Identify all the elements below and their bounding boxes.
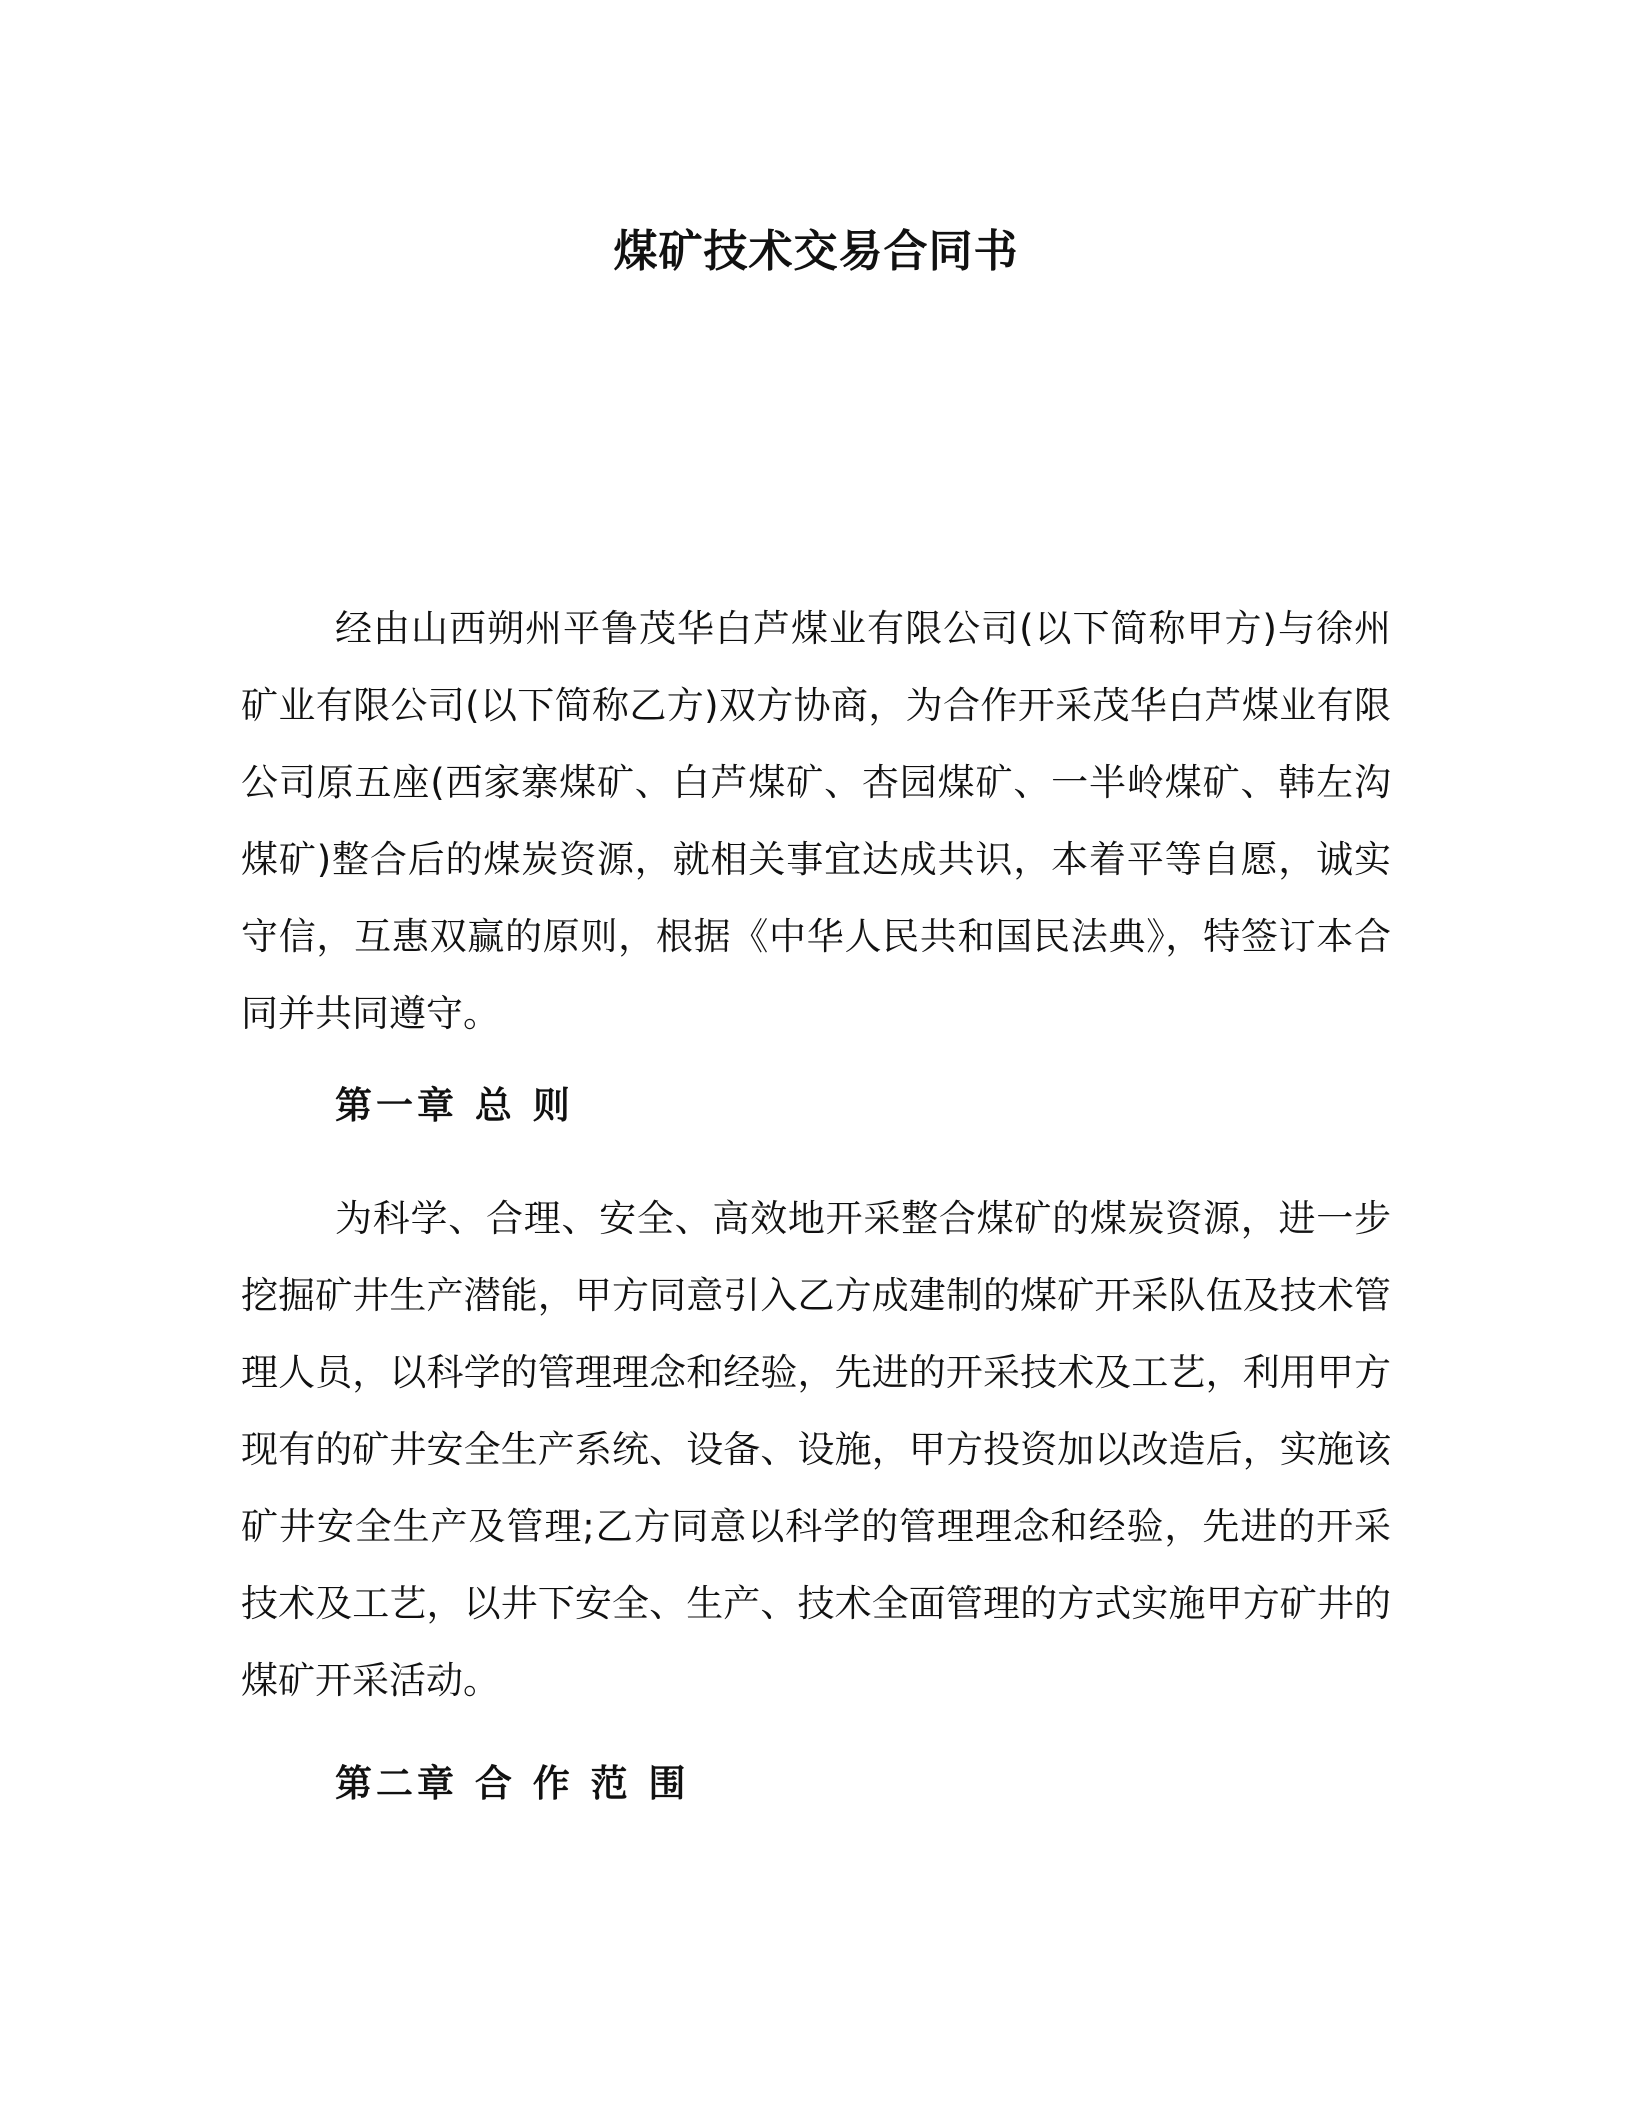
chapter-2-heading: 第二章 合 作 范 围 — [335, 1762, 690, 1805]
preamble-paragraph: 经由山西朔州平鲁茂华白芦煤业有限公司(以下简称甲方)与徐州矿业有限公司(以下简称乙方)双方协商，为合作开采茂华白芦煤业有限公司原五座(西家寨煤矿、白芦煤矿、杏园煤矿、一半岭煤矿、韩左沟煤矿)整合后的煤炭资源，就相关事宜达成共识，本着平等自愿，诚实守信，互惠双赢的原则，根据《中华人民共和国民法典》，特签订本合同并共同遵守。 — [241, 607, 1391, 1035]
chapter-1-paragraph: 为科学、合理、安全、高效地开采整合煤矿的煤炭资源，进一步挖掘矿井生产潜能，甲方同意引入乙方成建制的煤矿开采队伍及技术管理人员，以科学的管理理念和经验，先进的开采技术及工艺，利用甲方现有的矿井安全生产系统、设备、设施，甲方投资加以改造后，实施该矿井安全生产及管理;乙方同意以科学的管理理念和经验，先进的开采技术及工艺，以井下安全、生产、技术全面管理的方式实施甲方矿井的煤矿开采活动。 — [241, 1197, 1391, 1702]
document-title: 煤矿技术交易合同书 — [613, 226, 1019, 277]
chapter-1-heading: 第一章 总 则 — [335, 1084, 574, 1127]
